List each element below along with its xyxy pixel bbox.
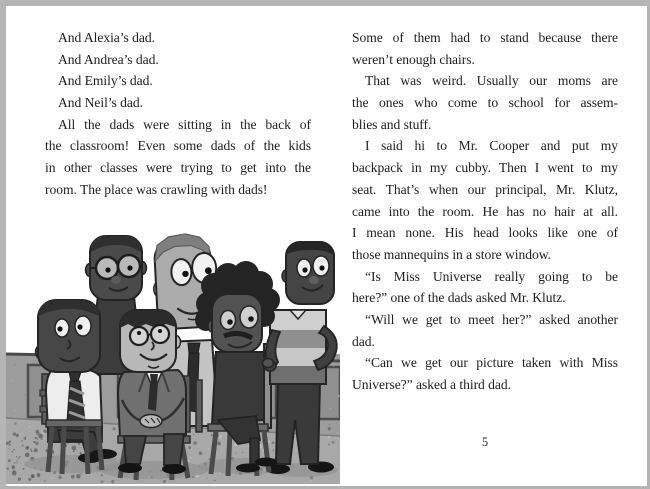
dads-illustration-svg <box>6 224 340 484</box>
text-line: dad. <box>352 333 375 349</box>
text-line: the ones who come to school for assem- <box>352 95 618 111</box>
text-line: room. The place was crawling with dads! <box>45 181 268 197</box>
text-line: “Will we get to meet her?” asked another <box>365 311 618 327</box>
text-line: “Is Miss Universe really going to be <box>365 268 618 284</box>
text-line: here?” one of the dads asked Mr. Klutz. <box>352 290 566 306</box>
text-line: And Emily’s dad. <box>58 73 153 89</box>
text-line: That was weird. Usually our moms are <box>365 73 618 89</box>
text-line: And Alexia’s dad. <box>58 30 155 45</box>
text-line: And Neil’s dad. <box>58 95 143 111</box>
text-line: came into the room. He has no hair at all. <box>352 203 618 219</box>
text-line: those mannequins in a store window. <box>352 246 551 262</box>
text-line: All the dads were sitting in the back of <box>58 116 311 132</box>
text-line: I mean none. His head looks like one of <box>352 225 618 241</box>
text-line: And Andrea’s dad. <box>58 51 159 67</box>
page-number: 5 <box>481 435 489 449</box>
text-line: blies and stuff. <box>352 116 432 132</box>
text-line: backpack in my cubby. Then I went to my <box>352 160 618 176</box>
text-line: the classroom! Even some dads of the kids <box>45 138 311 154</box>
text-line: seat. That’s when our principal, Mr. Klutz, <box>352 181 618 197</box>
text-line: weren’t enough chairs. <box>352 51 475 67</box>
dads-illustration <box>6 224 340 484</box>
text-line: Some of them had to stand because there <box>352 30 618 45</box>
right-page-text <box>352 27 618 396</box>
text-line: “Can we get our picture taken with Miss <box>365 355 618 371</box>
text-line: in other classes were trying to get into the <box>45 160 311 176</box>
text-line: Universe?” asked a third dad. <box>352 377 511 392</box>
text-line: I said hi to Mr. Cooper and put my <box>365 138 618 154</box>
left-page-text <box>45 27 311 201</box>
